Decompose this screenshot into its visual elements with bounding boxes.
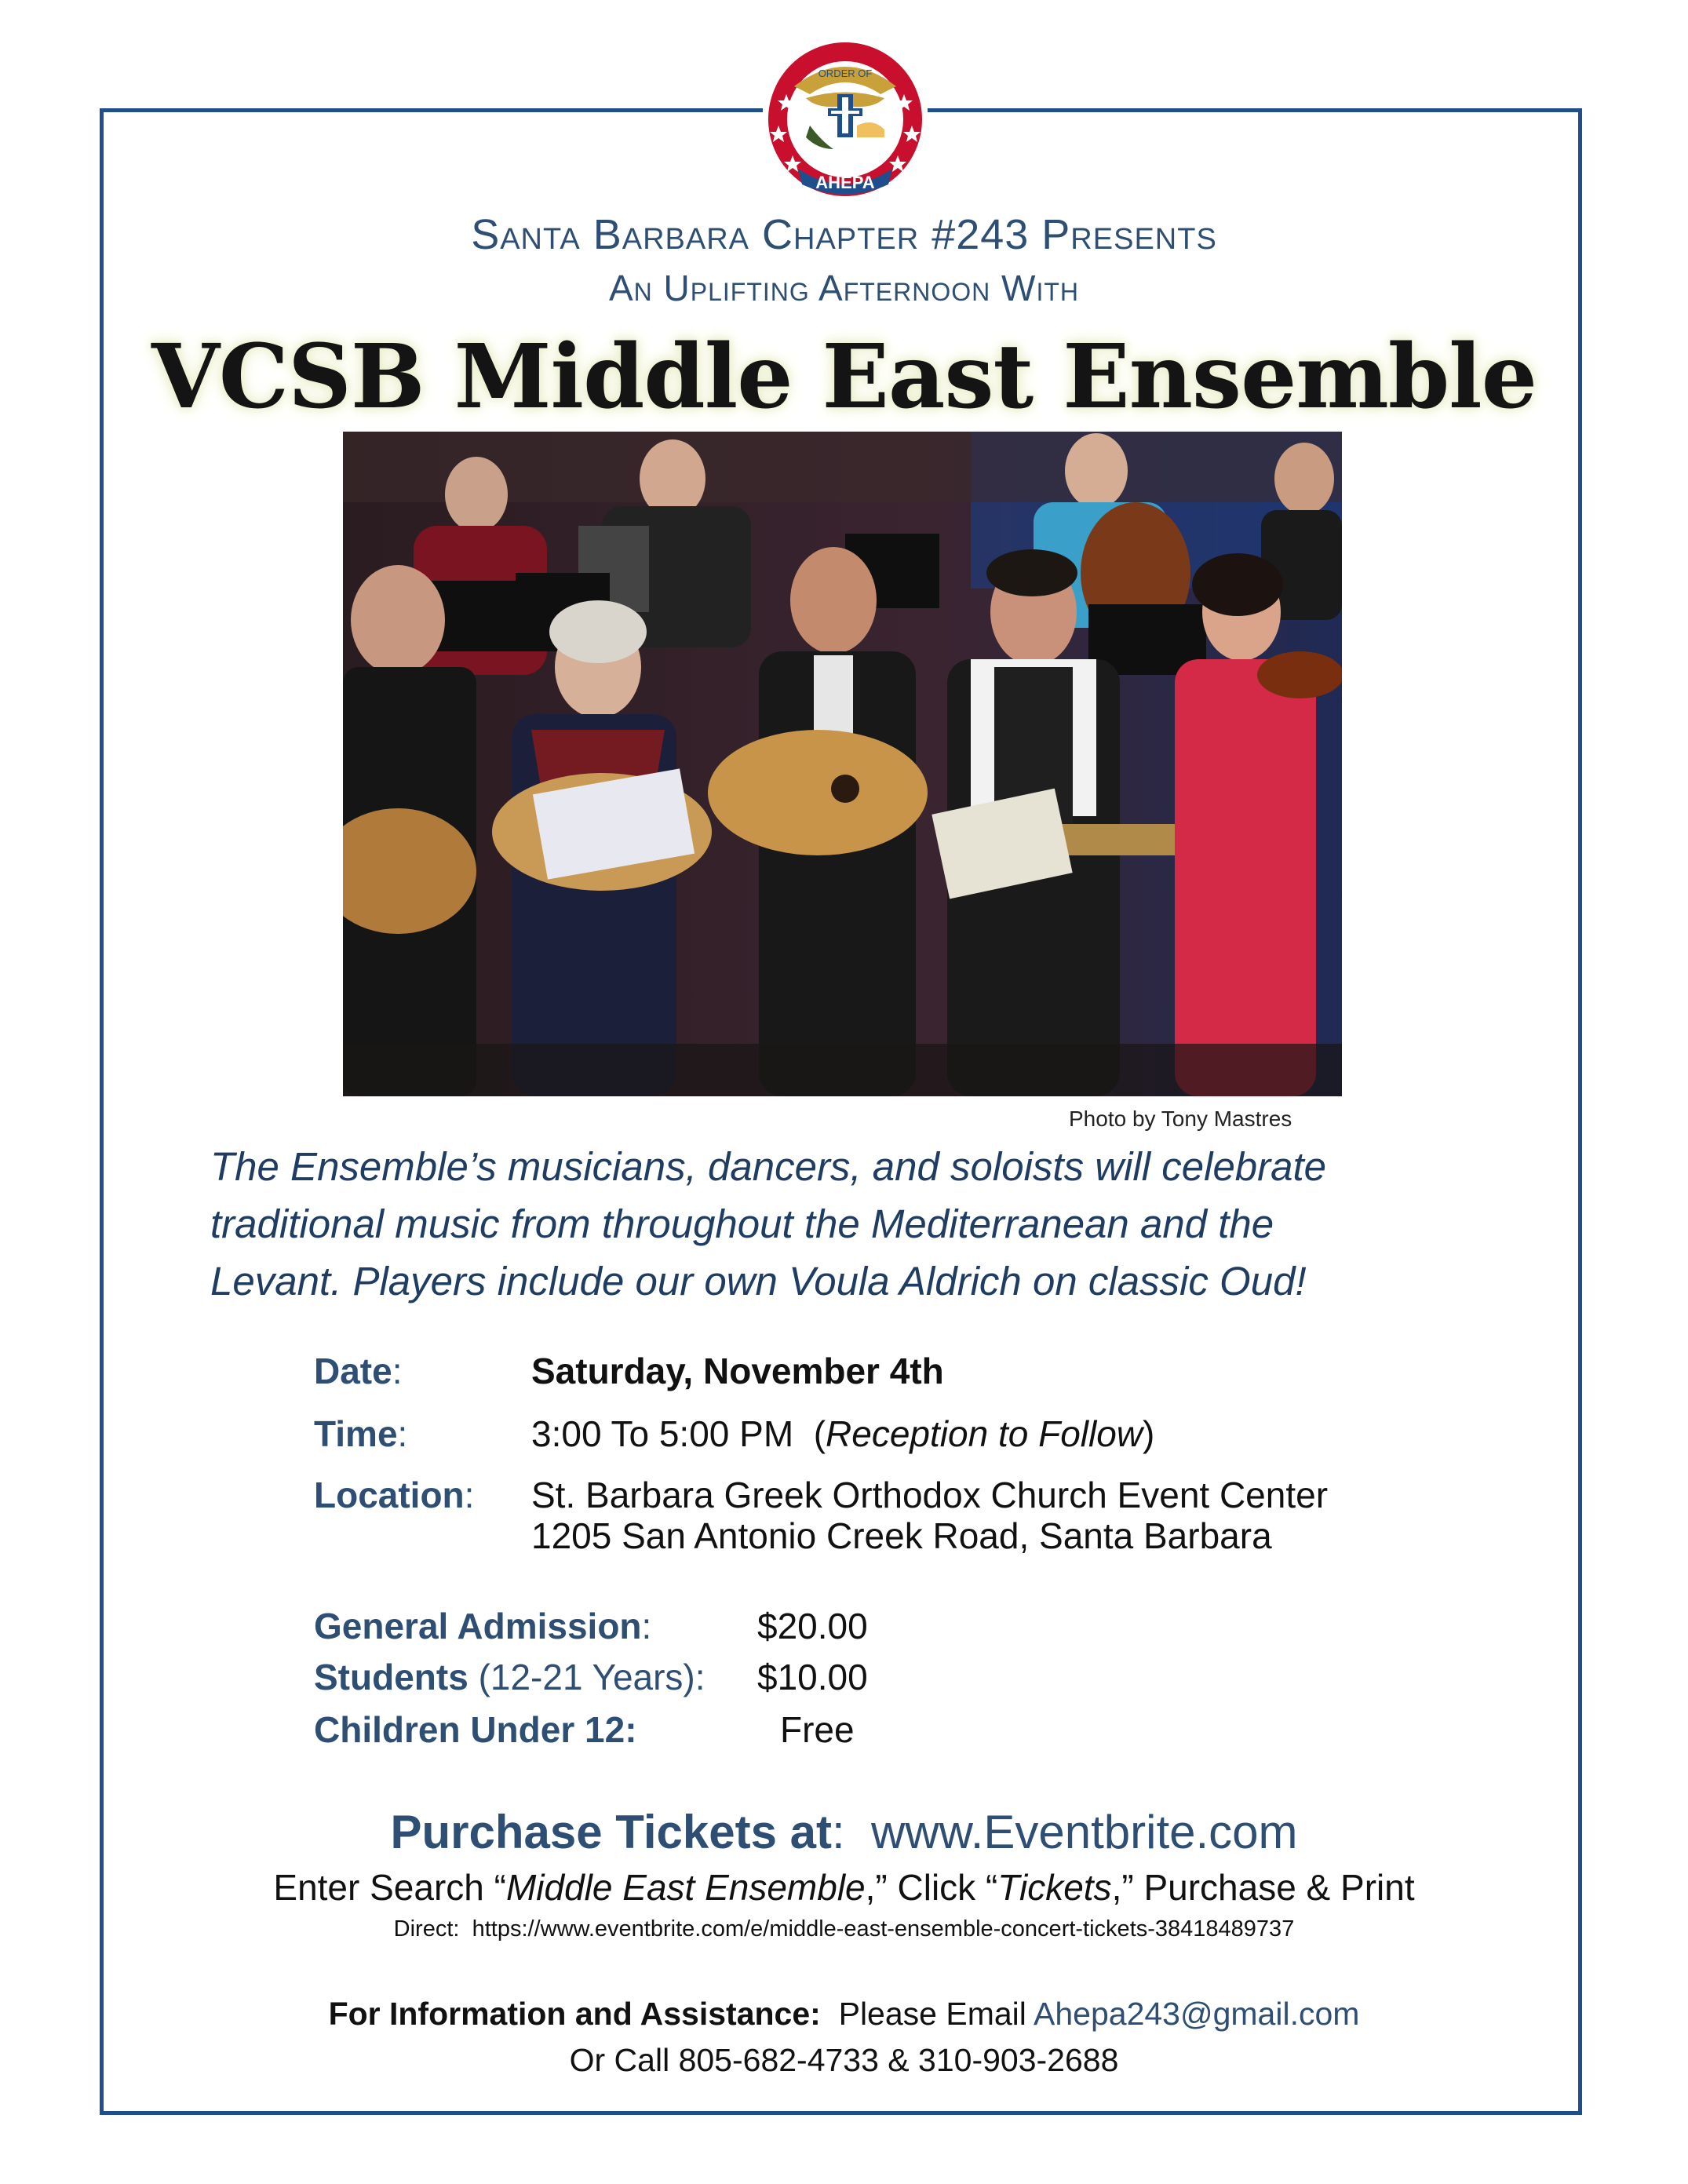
logo-top-text: ORDER OF — [818, 67, 873, 79]
students-label: Students — [314, 1657, 468, 1697]
children-price: Free — [780, 1709, 855, 1750]
children-label: Children Under 12 — [314, 1709, 625, 1750]
description-line-3: Levant. Players include our own Voula Aldrich on classic Oud! — [210, 1259, 1307, 1303]
students-price: $10.00 — [757, 1657, 868, 1697]
header-presents: Santa Barbara Chapter #243 Presents — [471, 211, 1217, 258]
children-row: Children Under 12: Free — [314, 1709, 855, 1750]
location-label: Location — [314, 1475, 465, 1515]
date-value: Saturday, November 4th — [531, 1351, 944, 1391]
purchase-label: Purchase Tickets at — [390, 1806, 832, 1858]
time-value: 3:00 To 5:00 PM — [531, 1413, 794, 1454]
phone-line: Or Call 805-682-4733 & 310-903-2688 — [569, 2042, 1119, 2078]
header-subtitle: An Uplifting Afternoon With — [608, 268, 1080, 308]
email-prefix: Please Email — [838, 1996, 1026, 2032]
logo-bottom-text: AHEPA — [815, 173, 875, 192]
location-line-2: 1205 San Antonio Creek Road, Santa Barbara — [531, 1515, 1272, 1556]
date-label: Date — [314, 1351, 392, 1391]
description-line-2: traditional music from throughout the Mediterranean and the — [210, 1201, 1274, 1246]
search-instructions — [0, 1866, 1688, 1909]
search-term: Middle East Ensemble — [505, 1867, 866, 1908]
email-link[interactable]: Ahepa243@gmail.com — [1034, 1996, 1360, 2032]
ahepa-logo — [763, 39, 928, 200]
purchase-tickets-line: Purchase Tickets at: www.Eventbrite.com — [390, 1806, 1298, 1858]
general-admission-price: $20.00 — [757, 1606, 868, 1646]
direct-label: Direct: — [393, 1916, 460, 1942]
page-title: VCSB Middle East Ensemble — [151, 326, 1537, 428]
ensemble-photo — [343, 432, 1342, 1096]
photo-credit: Photo by Tony Mastres — [1069, 1107, 1292, 1131]
eventbrite-link[interactable]: www.Eventbrite.com — [871, 1806, 1298, 1858]
general-admission-label: General Admission — [314, 1606, 642, 1646]
location-line-1: St. Barbara Greek Orthodox Church Event Center — [531, 1475, 1329, 1515]
contact-label: For Information and Assistance: — [328, 1996, 821, 2032]
students-row — [314, 1656, 868, 1698]
general-admission-row: General Admission: $20.00 — [314, 1606, 868, 1646]
direct-link-line — [0, 1916, 1688, 1942]
students-note: (12-21 Years): — [478, 1657, 705, 1697]
contact-info — [0, 1996, 1688, 2033]
search-mid: ,” Click “ — [865, 1867, 998, 1908]
time-note: Reception to Follow — [826, 1413, 1143, 1454]
direct-url[interactable]: https://www.eventbrite.com/e/middle-east-ensemble-concert-tickets-38418489737 — [472, 1916, 1295, 1942]
search-suffix: ,” Purchase & Print — [1111, 1867, 1415, 1908]
search-prefix: Enter Search “ — [273, 1867, 506, 1908]
time-label: Time — [314, 1413, 398, 1454]
description-line-1: The Ensemble’s musicians, dancers, and soloists will celebrate — [210, 1144, 1327, 1189]
search-tickets: Tickets — [997, 1867, 1112, 1908]
event-description — [210, 1138, 1505, 1310]
